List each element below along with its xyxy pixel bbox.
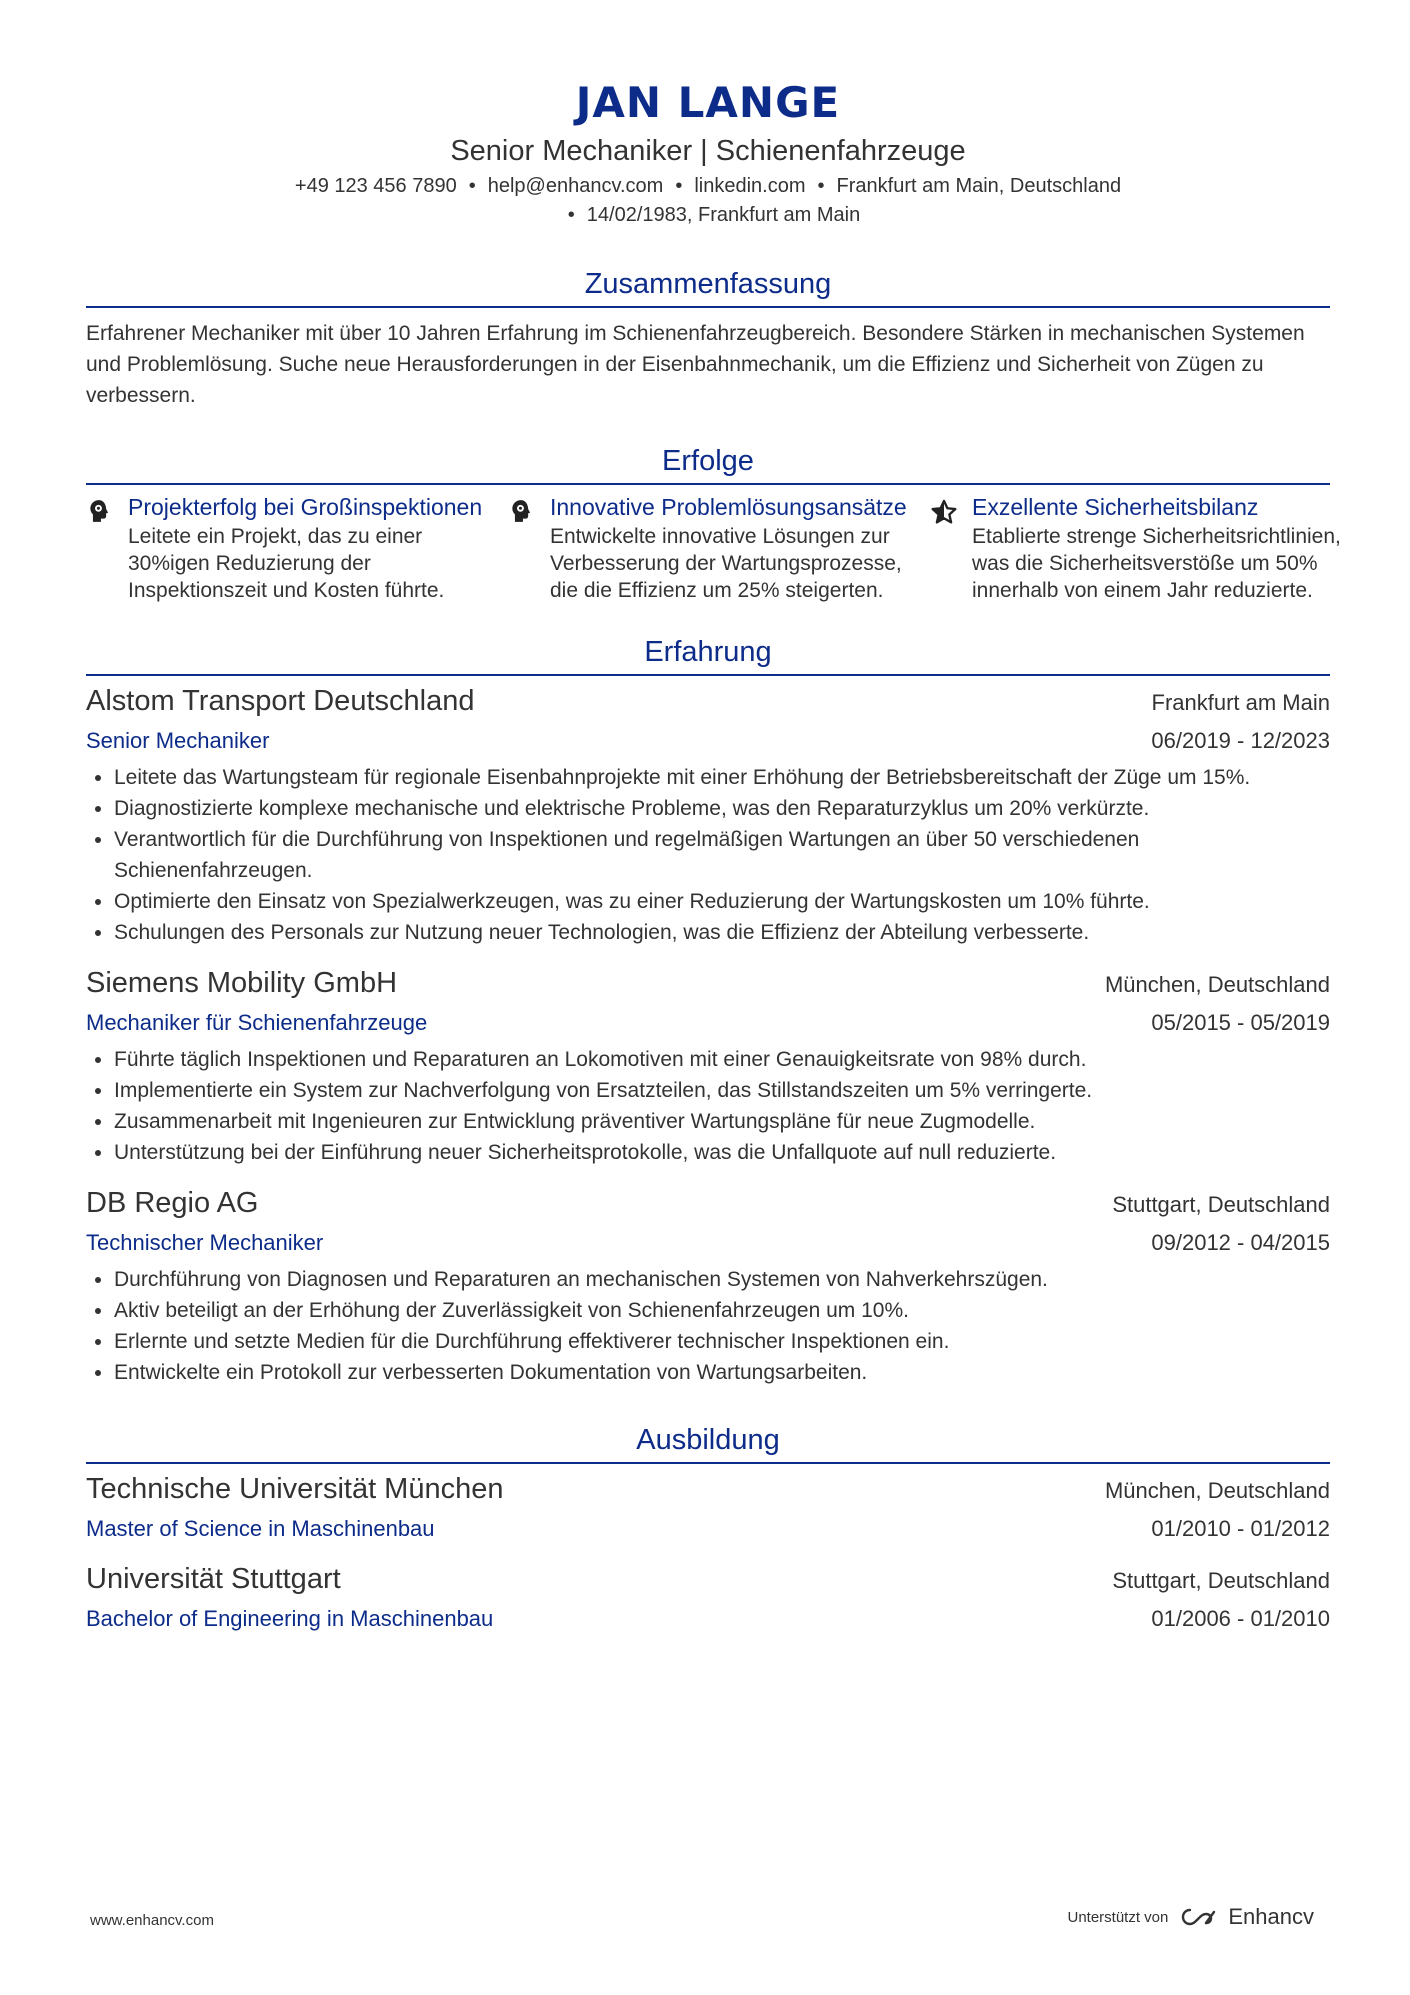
job-bullets xyxy=(86,1264,1330,1388)
section-divider xyxy=(86,674,1330,676)
degree-name: Master of Science in Maschinenbau xyxy=(86,1516,435,1541)
achievements-grid xyxy=(86,493,1341,604)
school-location: Stuttgart, Deutschland xyxy=(1112,1568,1330,1593)
powered-by-label: Unterstützt von xyxy=(1067,1908,1169,1926)
contact-linkedin[interactable]: linkedin.com xyxy=(694,175,806,197)
job-bullet: • Diagnostizierte komplexe mechanische und elektrische Probleme, was den Reparaturzyklus um 20% verkürzte. xyxy=(114,793,1330,824)
contact-email[interactable]: help@enhancv.com xyxy=(487,175,664,197)
job-role-row xyxy=(86,1224,1330,1262)
enhancv-logo-icon xyxy=(1178,1906,1222,1928)
job-bullet: • Aktiv beteiligt an der Erhöhung der Zuverlässigkeit von Schienenfahrzeugen um 10%. xyxy=(114,1295,1330,1326)
bullet-separator: • xyxy=(675,175,683,197)
job-dates: 05/2015 - 05/2019 xyxy=(1151,1010,1330,1035)
school-name: Universität Stuttgart xyxy=(86,1563,341,1595)
education-entry xyxy=(86,1470,1330,1548)
school-name: Technische Universität München xyxy=(86,1473,504,1505)
achievement-title: Innovative Problemlösungsansätze xyxy=(550,494,907,520)
section-divider xyxy=(86,1462,1330,1464)
summary-text: Erfahrener Mechaniker mit über 10 Jahren Erfahrung im Schienenfahrzeugbereich. Besondere Stärken in mechanischen Systemen und Problemlösung. Suche neue Herausforderungen in der Eisenbahnmechanik, um die Effizienz und Sicherheit von Zügen zu verbessern. xyxy=(86,322,1305,407)
job-bullet: • Schulungen des Personals zur Nutzung neuer Technologien, was die Effizienz der Abteilung verbesserte. xyxy=(114,917,1330,948)
section-divider xyxy=(86,306,1330,308)
job-bullet: • Zusammenarbeit mit Ingenieuren zur Entwicklung präventiver Wartungspläne für neue Zugmodelle. xyxy=(114,1106,1330,1137)
footer-branding xyxy=(1067,1904,1314,1930)
job-header-row xyxy=(86,1184,1330,1224)
head-icon xyxy=(508,493,550,604)
achievements-section xyxy=(86,443,1341,604)
achievement-body xyxy=(550,493,930,604)
job-dates: 09/2012 - 04/2015 xyxy=(1151,1230,1330,1255)
company-name: DB Regio AG xyxy=(86,1187,259,1219)
job-bullets xyxy=(86,1044,1330,1168)
resume-page xyxy=(86,0,1341,1638)
achievement-description: Entwickelte innovative Lösungen zur Verbesserung der Wartungsprozesse, die die Effizienz um 25% steigerten. xyxy=(550,525,902,602)
contact-location: Frankfurt am Main, Deutschland xyxy=(836,175,1122,197)
education-entry xyxy=(86,1560,1330,1638)
job-role: Mechaniker für Schienenfahrzeuge xyxy=(86,1010,428,1035)
enhancv-brand: Enhancv xyxy=(1228,1904,1314,1929)
bullet-separator: • xyxy=(567,204,575,226)
job-bullet: • Erlernte und setzte Medien für die Durchführung effektiverer technischer Inspektionen ein. xyxy=(114,1326,1330,1357)
candidate-name: JAN LANGE xyxy=(575,78,841,127)
achievement-description: Etablierte strenge Sicherheitsrichtlinien, was die Sicherheitsverstöße um 50% innerhalb von einem Jahr reduzierte. xyxy=(972,525,1341,602)
contact-row-1 xyxy=(86,172,1330,201)
job-bullet: • Leitete das Wartungsteam für regionale Eisenbahnprojekte mit einer Erhöhung der Betriebsbereitschaft der Züge um 15%. xyxy=(114,762,1330,793)
section-title-summary: Zusammenfassung xyxy=(584,268,832,300)
achievement-item xyxy=(508,493,930,604)
achievement-item xyxy=(930,493,1352,604)
job-bullets xyxy=(86,762,1330,948)
bullet-separator: • xyxy=(468,175,476,197)
job-header-row xyxy=(86,964,1330,1004)
company-name: Siemens Mobility GmbH xyxy=(86,967,398,999)
job-location: München, Deutschland xyxy=(1104,972,1330,997)
job-bullet: • Entwickelte ein Protokoll zur verbesserten Dokumentation von Wartungsarbeiten. xyxy=(114,1357,1330,1388)
section-title-achievements: Erfolge xyxy=(662,445,754,477)
job-bullet: • Optimierte den Einsatz von Spezialwerkzeugen, was zu einer Reduzierung der Wartungskosten um 10% führte. xyxy=(114,886,1330,917)
candidate-title: Senior Mechaniker | Schienenfahrzeuge xyxy=(450,135,966,167)
contact-phone: +49 123 456 7890 xyxy=(294,175,457,197)
job-location: Stuttgart, Deutschland xyxy=(1112,1192,1330,1217)
job-dates: 06/2019 - 12/2023 xyxy=(1151,728,1330,753)
education-dates: 01/2006 - 01/2010 xyxy=(1151,1606,1330,1631)
summary-section xyxy=(86,266,1330,411)
achievement-body xyxy=(972,493,1352,604)
resume-header xyxy=(86,0,1330,230)
job-entry xyxy=(86,964,1330,1168)
education-dates: 01/2010 - 01/2012 xyxy=(1151,1516,1330,1541)
education-header-row xyxy=(86,1470,1330,1510)
job-entry xyxy=(86,682,1330,948)
achievement-description: Leitete ein Projekt, das zu einer 30%igen Reduzierung der Inspektionszeit und Kosten führte. xyxy=(128,525,445,602)
achievement-body xyxy=(128,493,508,604)
education-header-row xyxy=(86,1560,1330,1600)
job-entry xyxy=(86,1184,1330,1388)
job-bullet: • Führte täglich Inspektionen und Reparaturen an Lokomotiven mit einer Genauigkeitsrate von 98% durch. xyxy=(114,1044,1330,1075)
job-role-row xyxy=(86,722,1330,760)
head-icon xyxy=(86,493,128,604)
section-divider xyxy=(86,483,1330,485)
footer-website[interactable]: www.enhancv.com xyxy=(90,1912,214,1929)
job-role: Technischer Mechaniker xyxy=(86,1230,324,1255)
bullet-separator: • xyxy=(817,175,825,197)
achievement-item xyxy=(86,493,508,604)
contact-birth: 14/02/1983, Frankfurt am Main xyxy=(586,204,861,226)
education-degree-row xyxy=(86,1510,1330,1548)
job-bullet: • Verantwortlich für die Durchführung von Inspektionen und regelmäßigen Wartungen an über 50 verschiedenen Schienenfahrzeugen. xyxy=(114,824,1330,886)
education-degree-row xyxy=(86,1600,1330,1638)
achievement-title: Exzellente Sicherheitsbilanz xyxy=(972,494,1259,520)
job-bullet: • Unterstützung bei der Einführung neuer Sicherheitsprotokolle, was die Unfallquote auf null reduzierte. xyxy=(114,1137,1330,1168)
job-bullet: • Implementierte ein System zur Nachverfolgung von Ersatzteilen, das Stillstandszeiten um 5% verringerte. xyxy=(114,1075,1330,1106)
job-location: Frankfurt am Main xyxy=(1151,690,1330,715)
education-section xyxy=(86,1422,1330,1638)
job-role: Senior Mechaniker xyxy=(86,728,270,753)
achievement-title: Projekterfolg bei Großinspektionen xyxy=(128,494,483,520)
job-bullet: • Durchführung von Diagnosen und Reparaturen an mechanischen Systemen von Nahverkehrszügen. xyxy=(114,1264,1330,1295)
contact-row-2 xyxy=(86,201,1330,230)
star-icon xyxy=(930,493,972,604)
degree-name: Bachelor of Engineering in Maschinenbau xyxy=(86,1606,494,1631)
section-title-experience: Erfahrung xyxy=(644,636,772,668)
experience-section xyxy=(86,634,1330,1388)
job-role-row xyxy=(86,1004,1330,1042)
section-title-education: Ausbildung xyxy=(636,1424,780,1456)
company-name: Alstom Transport Deutschland xyxy=(86,685,475,717)
school-location: München, Deutschland xyxy=(1104,1478,1330,1503)
job-header-row xyxy=(86,682,1330,722)
contact-info xyxy=(86,172,1330,230)
